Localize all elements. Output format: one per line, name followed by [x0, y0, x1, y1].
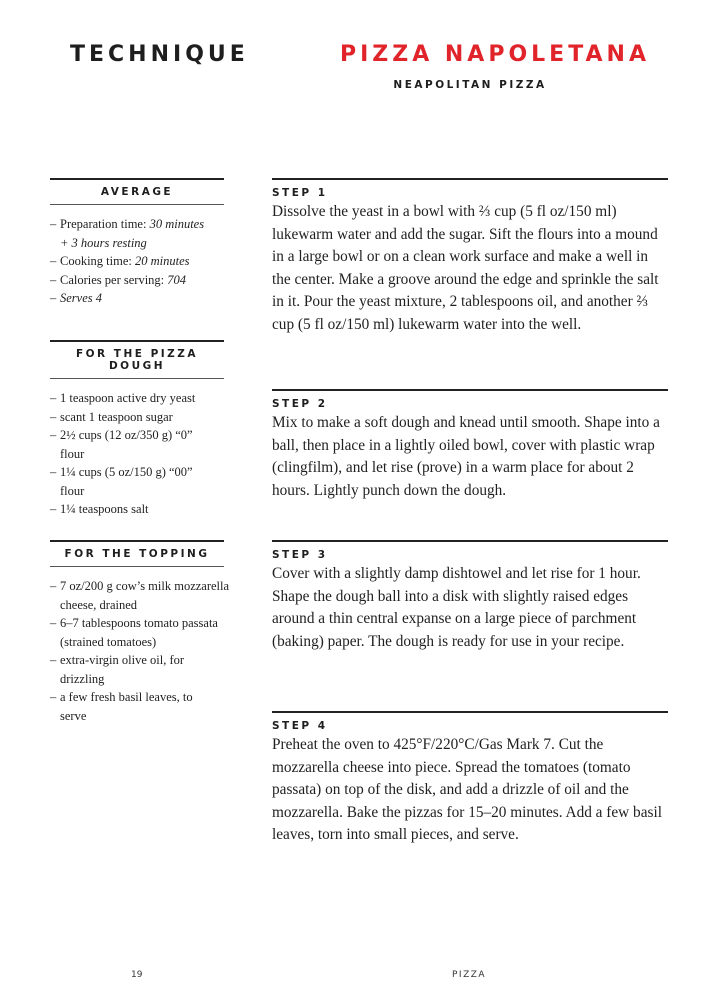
- list-item: – Preparation time: 30 minutes: [50, 217, 205, 231]
- step-label: STEP 4: [272, 720, 328, 732]
- list-item: – 1¼ cups (5 oz/150 g) “00” flour: [50, 465, 193, 498]
- list-item: – 7 oz/200 g cow’s milk mozzarella cheese, drained: [50, 579, 230, 612]
- list-item: – 6–7 tablespoons tomato passata (strained tomatoes): [50, 616, 218, 649]
- step-3: [272, 540, 668, 653]
- list-item: – Calories per serving: 704: [50, 272, 187, 287]
- topping-heading: FOR THE TOPPING: [64, 548, 210, 560]
- step-1: [272, 178, 668, 337]
- dough-box: [50, 340, 224, 519]
- section-footer: PIZZA: [452, 970, 487, 980]
- divider: [50, 204, 224, 205]
- divider: [272, 540, 668, 542]
- topping-list: [50, 577, 230, 725]
- step-2: [272, 389, 668, 502]
- list-item: – 1 teaspoon active dry yeast: [50, 391, 196, 405]
- step-text: Preheat the oven to 425°F/220°C/Gas Mark 7. Cut the mozzarella cheese into piece. Spread the tomatoes (tomato passata) on top of the disk, and add a drizzle of oil and the mozzarella. Bake the pizzas for 15–20 minutes. Add a few basil leaves, torn into small pieces, and serve.: [272, 736, 662, 844]
- list-item: – 2½ cups (12 oz/350 g) “0” flour: [50, 428, 193, 461]
- divider: [50, 378, 224, 379]
- average-box: [50, 178, 224, 308]
- page-number: 19: [131, 970, 143, 980]
- dough-heading: FOR THE PIZZA DOUGH: [75, 348, 199, 372]
- step-text: Cover with a slightly damp dishtowel and let rise for 1 hour. Shape the dough ball into a disk with slightly raised edges around a thin central expanse on a large piece of parchment (baking) paper. The dough is ready for use in your recipe.: [272, 565, 641, 650]
- step-label: STEP 3: [272, 549, 328, 561]
- list-item: – a few fresh basil leaves, to serve: [50, 690, 193, 723]
- step-label: STEP 1: [272, 187, 328, 199]
- step-label: STEP 2: [272, 398, 328, 410]
- divider: [272, 711, 668, 713]
- recipe-title: PIZZA NAPOLETANA: [340, 42, 650, 67]
- divider: [272, 389, 668, 391]
- list-item: – extra-virgin olive oil, for drizzling: [50, 653, 185, 686]
- section-label: TECHNIQUE: [70, 42, 249, 67]
- divider: [50, 566, 224, 567]
- divider: [272, 178, 668, 180]
- recipe-subtitle: NEAPOLITAN PIZZA: [393, 79, 547, 91]
- dough-list: [50, 389, 224, 519]
- topping-box: [50, 540, 230, 725]
- list-item: – Cooking time: 20 minutes: [50, 254, 190, 268]
- step-text: Mix to make a soft dough and knead until smooth. Shape into a ball, then place in a lightly oiled bowl, cover with plastic wrap (clingfilm), and let rise (prove) in a warm place for about 2 hours. Lightly punch down the dough.: [272, 414, 660, 499]
- average-heading: AVERAGE: [100, 186, 174, 198]
- step-text: Dissolve the yeast in a bowl with ⅔ cup (5 fl oz/150 ml) lukewarm water and add the sugar. Sift the flours into a mound in a large bowl or on a clean work surface and make a well in the center. Make a groove around the edge and sprinkle the salt in it. Pour the yeast mixture, 2 tablespoons oil, and another ⅔ cup (5 fl oz/150 ml) lukewarm water into the well.: [272, 203, 659, 333]
- list-item: – Serves 4: [50, 291, 102, 305]
- list-item: – 1¼ teaspoons salt: [50, 502, 149, 516]
- step-4: [272, 711, 668, 847]
- average-list: [50, 215, 224, 308]
- list-item: – scant 1 teaspoon sugar: [50, 409, 173, 424]
- list-item: + 3 hours resting: [60, 235, 147, 250]
